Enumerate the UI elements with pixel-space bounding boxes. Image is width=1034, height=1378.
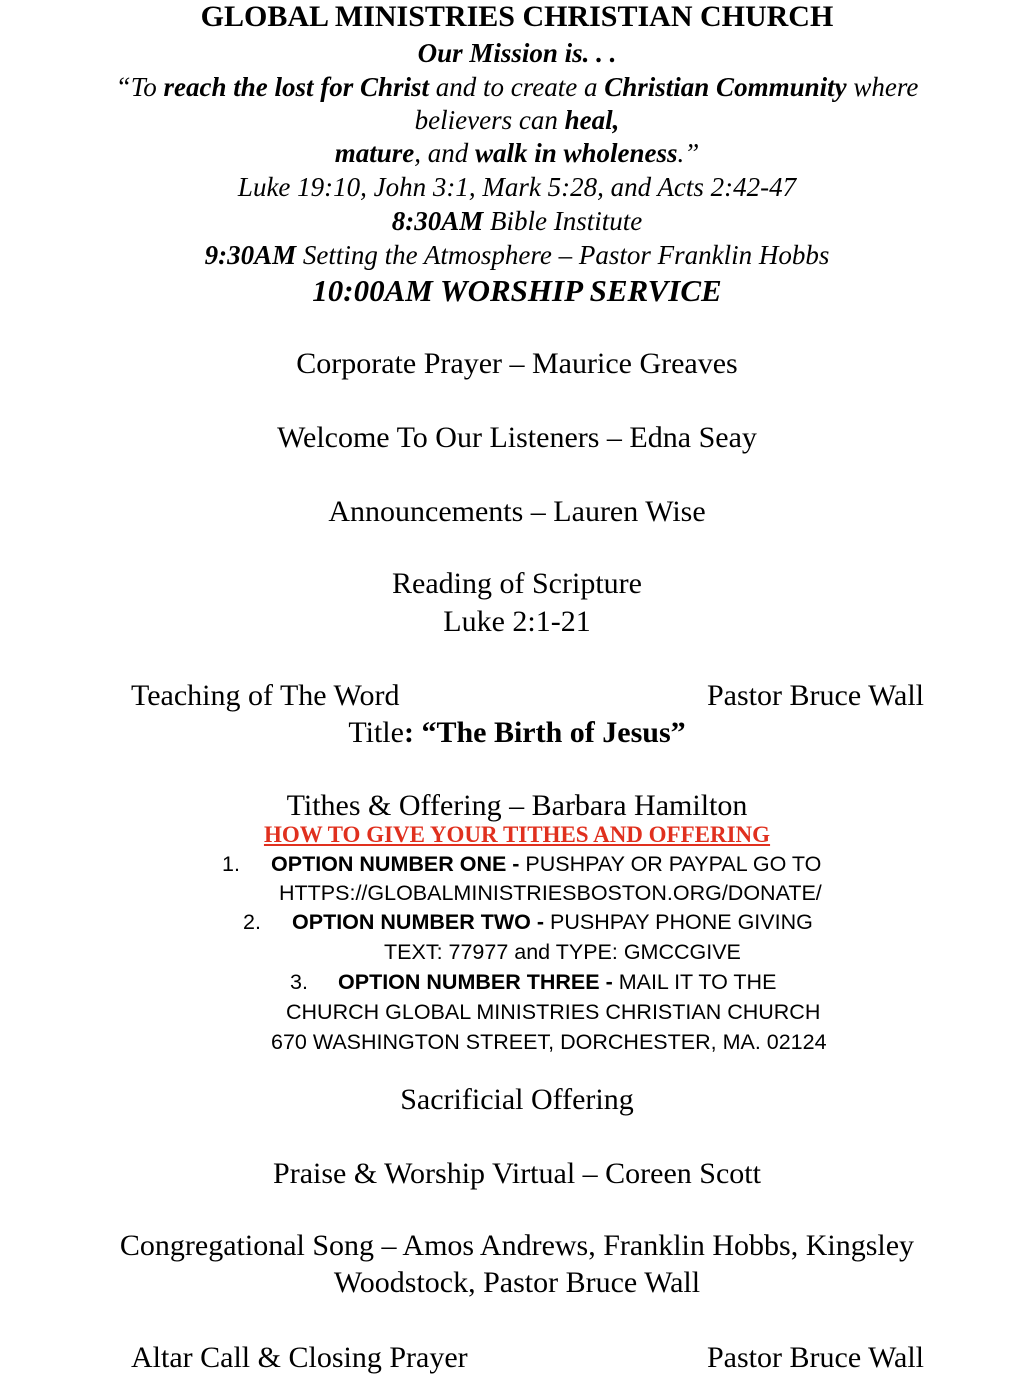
tithes-and-offering: Tithes & Offering – Barbara Hamilton: [286, 789, 748, 822]
option-3-address: 670 WASHINGTON STREET, DORCHESTER, MA. 02124: [271, 1030, 827, 1054]
sermon-title: Title: “The Birth of Jesus”: [348, 716, 686, 749]
option-3-church-name: CHURCH GLOBAL MINISTRIES CHRISTIAN CHURCH: [286, 1000, 821, 1024]
announcements: Announcements – Lauren Wise: [328, 495, 706, 528]
scripture-references: Luke 19:10, John 3:1, Mark 5:28, and Acts 2:42-47: [237, 172, 797, 202]
option-2: OPTION NUMBER TWO - PUSHPAY PHONE GIVING: [292, 910, 813, 934]
welcome-listeners: Welcome To Our Listeners – Edna Seay: [277, 421, 757, 454]
mission-heading: Our Mission is. . .: [417, 38, 617, 68]
congregational-song-line-2: Woodstock, Pastor Bruce Wall: [333, 1266, 701, 1299]
worship-service-heading: 10:00AM WORSHIP SERVICE: [312, 273, 722, 308]
church-name: GLOBAL MINISTRIES CHRISTIAN CHURCH: [200, 0, 834, 33]
teaching-speaker: Pastor Bruce Wall: [707, 679, 924, 712]
option-2-number: 2.: [243, 910, 261, 934]
setting-the-atmosphere: 9:30AM Setting the Atmosphere – Pastor Franklin Hobbs: [204, 240, 830, 270]
altar-call-closing-prayer: Altar Call & Closing Prayer: [131, 1341, 468, 1374]
option-1-number: 1.: [222, 852, 240, 876]
mission-line-3: mature, and walk in wholeness.”: [334, 138, 700, 168]
mission-line-2: believers can heal,: [414, 105, 620, 135]
option-3-number: 3.: [290, 970, 308, 994]
bible-institute: 8:30AM Bible Institute: [391, 206, 643, 236]
option-3: OPTION NUMBER THREE - MAIL IT TO THE: [338, 970, 777, 994]
option-1: OPTION NUMBER ONE - PUSHPAY OR PAYPAL GO TO: [271, 852, 822, 876]
scripture-reading-reference: Luke 2:1-21: [443, 605, 591, 638]
reading-of-scripture: Reading of Scripture: [392, 567, 642, 600]
congregational-song-line-1: Congregational Song – Amos Andrews, Franklin Hobbs, Kingsley: [119, 1229, 915, 1262]
mission-line-1: “To reach the lost for Christ and to create a Christian Community where: [115, 72, 919, 102]
option-1-donate-url[interactable]: HTTPS://GLOBALMINISTRIESBOSTON.ORG/DONATE/: [279, 881, 822, 905]
altar-call-speaker: Pastor Bruce Wall: [707, 1341, 924, 1374]
how-to-give-link[interactable]: HOW TO GIVE YOUR TITHES AND OFFERING: [263, 822, 771, 847]
option-2-text-instructions: TEXT: 77977 and TYPE: GMCCGIVE: [384, 940, 741, 964]
corporate-prayer: Corporate Prayer – Maurice Greaves: [296, 347, 738, 380]
sacrificial-offering: Sacrificial Offering: [400, 1083, 634, 1116]
teaching-of-the-word: Teaching of The Word: [131, 679, 400, 712]
praise-and-worship: Praise & Worship Virtual – Coreen Scott: [273, 1157, 761, 1190]
